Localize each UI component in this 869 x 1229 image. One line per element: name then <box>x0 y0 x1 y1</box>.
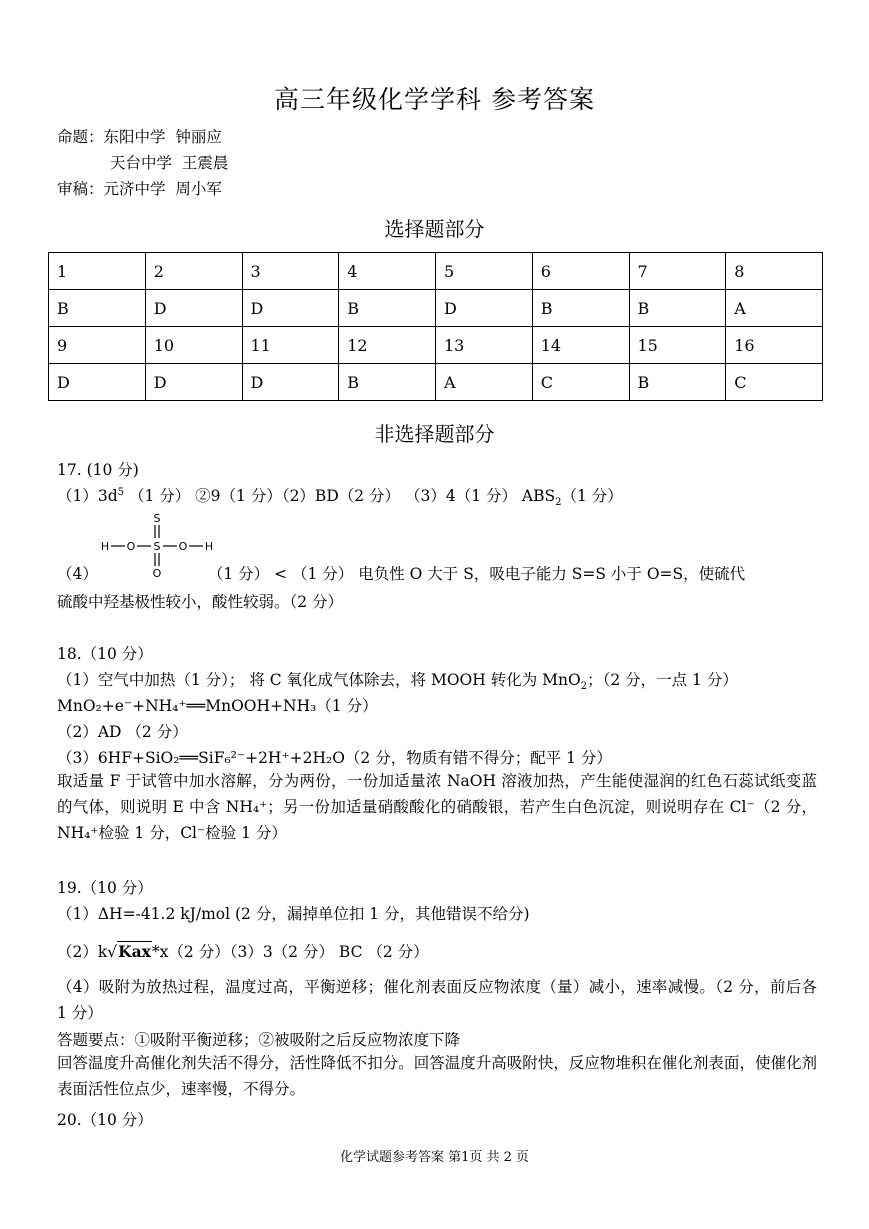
answer-cell: A <box>726 290 823 327</box>
sqrt-expression: Kax <box>118 942 151 961</box>
q19-paragraph2: 回答温度升高催化剂失活不得分，活性降低不扣分。回答温度升高吸附快，反应物堆积在催化剂表面，使催化剂表面活性位点少，速率慢，不得分。 <box>57 1054 817 1098</box>
answer-row <box>49 290 823 327</box>
atom-label: S <box>153 512 161 525</box>
q19-heading: 19.（10 分） <box>57 879 153 897</box>
answer-cell: D <box>145 364 242 401</box>
author-name: 周小军 <box>175 180 222 198</box>
q19-line2: （2）k√Kax*x（2 分）（3）3（2 分） BC （2 分） <box>57 942 429 961</box>
choice-section-title: 选择题部分 <box>384 217 485 241</box>
q18-heading: 18.（10 分） <box>57 645 153 663</box>
q19-paragraph1: （4）吸附为放热过程，温度过高，平衡逆移；催化剂表面反应物浓度（量）减小，速率减慢。（2 分，前后各 1 分） <box>57 978 817 1022</box>
question-number-cell: 6 <box>532 253 629 290</box>
answer-cell: D <box>242 364 339 401</box>
author-row <box>57 176 228 202</box>
answer-cell: D <box>436 290 533 327</box>
answer-cell: D <box>242 290 339 327</box>
author-role: 审稿： <box>57 180 104 198</box>
question-number-cell: 15 <box>629 327 726 364</box>
answer-cell: C <box>532 364 629 401</box>
answer-cell: B <box>339 364 436 401</box>
question-number-cell: 9 <box>49 327 146 364</box>
q18-line3: （3）6HF+SiO₂══SiF₆²⁻+2H⁺+2H₂O（2 分，物质有错不得分；配平 1 分） <box>57 749 612 767</box>
question-number-cell: 4 <box>339 253 436 290</box>
atom-label: O <box>126 540 136 553</box>
author-block <box>57 124 228 202</box>
question-number-cell: 11 <box>242 327 339 364</box>
q20-heading: 20.（10 分） <box>57 1111 153 1129</box>
atom-label: H <box>204 540 214 553</box>
question-number-cell: 16 <box>726 327 823 364</box>
author-role: 命题： <box>57 128 104 146</box>
author-name: 王震晨 <box>181 154 229 172</box>
author-name: 钟丽应 <box>175 128 222 146</box>
question-number-cell: 7 <box>629 253 726 290</box>
nonchoice-section-title: 非选择题部分 <box>374 422 495 446</box>
document-title: 高三年级化学学科 参考答案 <box>274 85 595 114</box>
question-number-cell: 14 <box>532 327 629 364</box>
answer-cell: B <box>629 290 726 327</box>
author-row <box>57 124 228 150</box>
author-school: 东阳中学 <box>103 128 166 146</box>
question-number-cell: 1 <box>49 253 146 290</box>
q17-line3: 硫酸中羟基极性较小，酸性较弱。（2 分） <box>57 593 344 611</box>
answer-cell: B <box>629 364 726 401</box>
q18-line2: （2）AD （2 分） <box>57 723 188 741</box>
question-number-cell: 8 <box>726 253 823 290</box>
page-footer: 化学试题参考答案 第1页 共 2 页 <box>339 1150 530 1165</box>
question-number-cell: 3 <box>242 253 339 290</box>
atom-label: S <box>153 540 161 553</box>
question-number-cell: 5 <box>436 253 533 290</box>
question-number-row <box>49 253 823 290</box>
atom-label: H <box>100 540 110 553</box>
q18-paragraph: 取适量 F 于试管中加水溶解，分为两份，一份加适量浓 NaOH 溶液加热，产生能使湿润的红色石蕊试纸变蓝的气体，则说明 E 中含 NH₄⁺；另一份加适量硝酸酸化的硝酸银，若产生白色沉淀，则说明存在 Cl⁻（2 分，NH₄⁺检验 1 分，Cl⁻检验 1 分） <box>57 772 817 842</box>
question-number-row <box>49 327 823 364</box>
q18-line1: （1）空气中加热（1 分）； 将 C 氧化成气体除去，将 MOOH 转化为 MnO$_2$；（2 分，一点 1 分） <box>57 671 738 693</box>
author-row <box>57 150 228 176</box>
q17-heading: 17. (10 分) <box>57 461 139 479</box>
question-number-cell: 13 <box>436 327 533 364</box>
question-number-cell: 2 <box>145 253 242 290</box>
q17-line2: （4） （1 分） < （1 分） 电负性 O 大于 S，吸电子能力 S=S 小于 O=S，使硫代 <box>57 565 746 583</box>
q17-line1: $(1)3d^5$ （1 分） ②9（1 分）（2）BD（2 分） （3）4（1 分） $ABS_2(1$ 分） <box>57 486 623 509</box>
question-number-cell: 10 <box>145 327 242 364</box>
answer-cell: C <box>726 364 823 401</box>
answer-table <box>48 252 823 401</box>
atom-label: O <box>178 540 188 553</box>
answer-cell: B <box>339 290 436 327</box>
answer-cell: D <box>145 290 242 327</box>
author-school: 天台中学 <box>110 154 173 172</box>
q18-equation1: MnO₂+e⁻+NH₄⁺══MnOOH+NH₃（1 分） <box>57 697 378 715</box>
answer-cell: D <box>49 364 146 401</box>
question-number-cell: 12 <box>339 327 436 364</box>
answer-cell: B <box>49 290 146 327</box>
atom-label: O <box>152 567 162 580</box>
answer-cell: B <box>532 290 629 327</box>
q19-line1: （1）ΔH=-41.2 kJ/mol (2 分，漏掉单位扣 1 分，其他错误不给分) <box>57 905 530 923</box>
author-school: 元济中学 <box>103 180 166 198</box>
q19-key-points: 答题要点：①吸附平衡逆移；②被吸附之后反应物浓度下降 <box>57 1031 461 1049</box>
answer-row <box>49 364 823 401</box>
answer-cell: A <box>436 364 533 401</box>
